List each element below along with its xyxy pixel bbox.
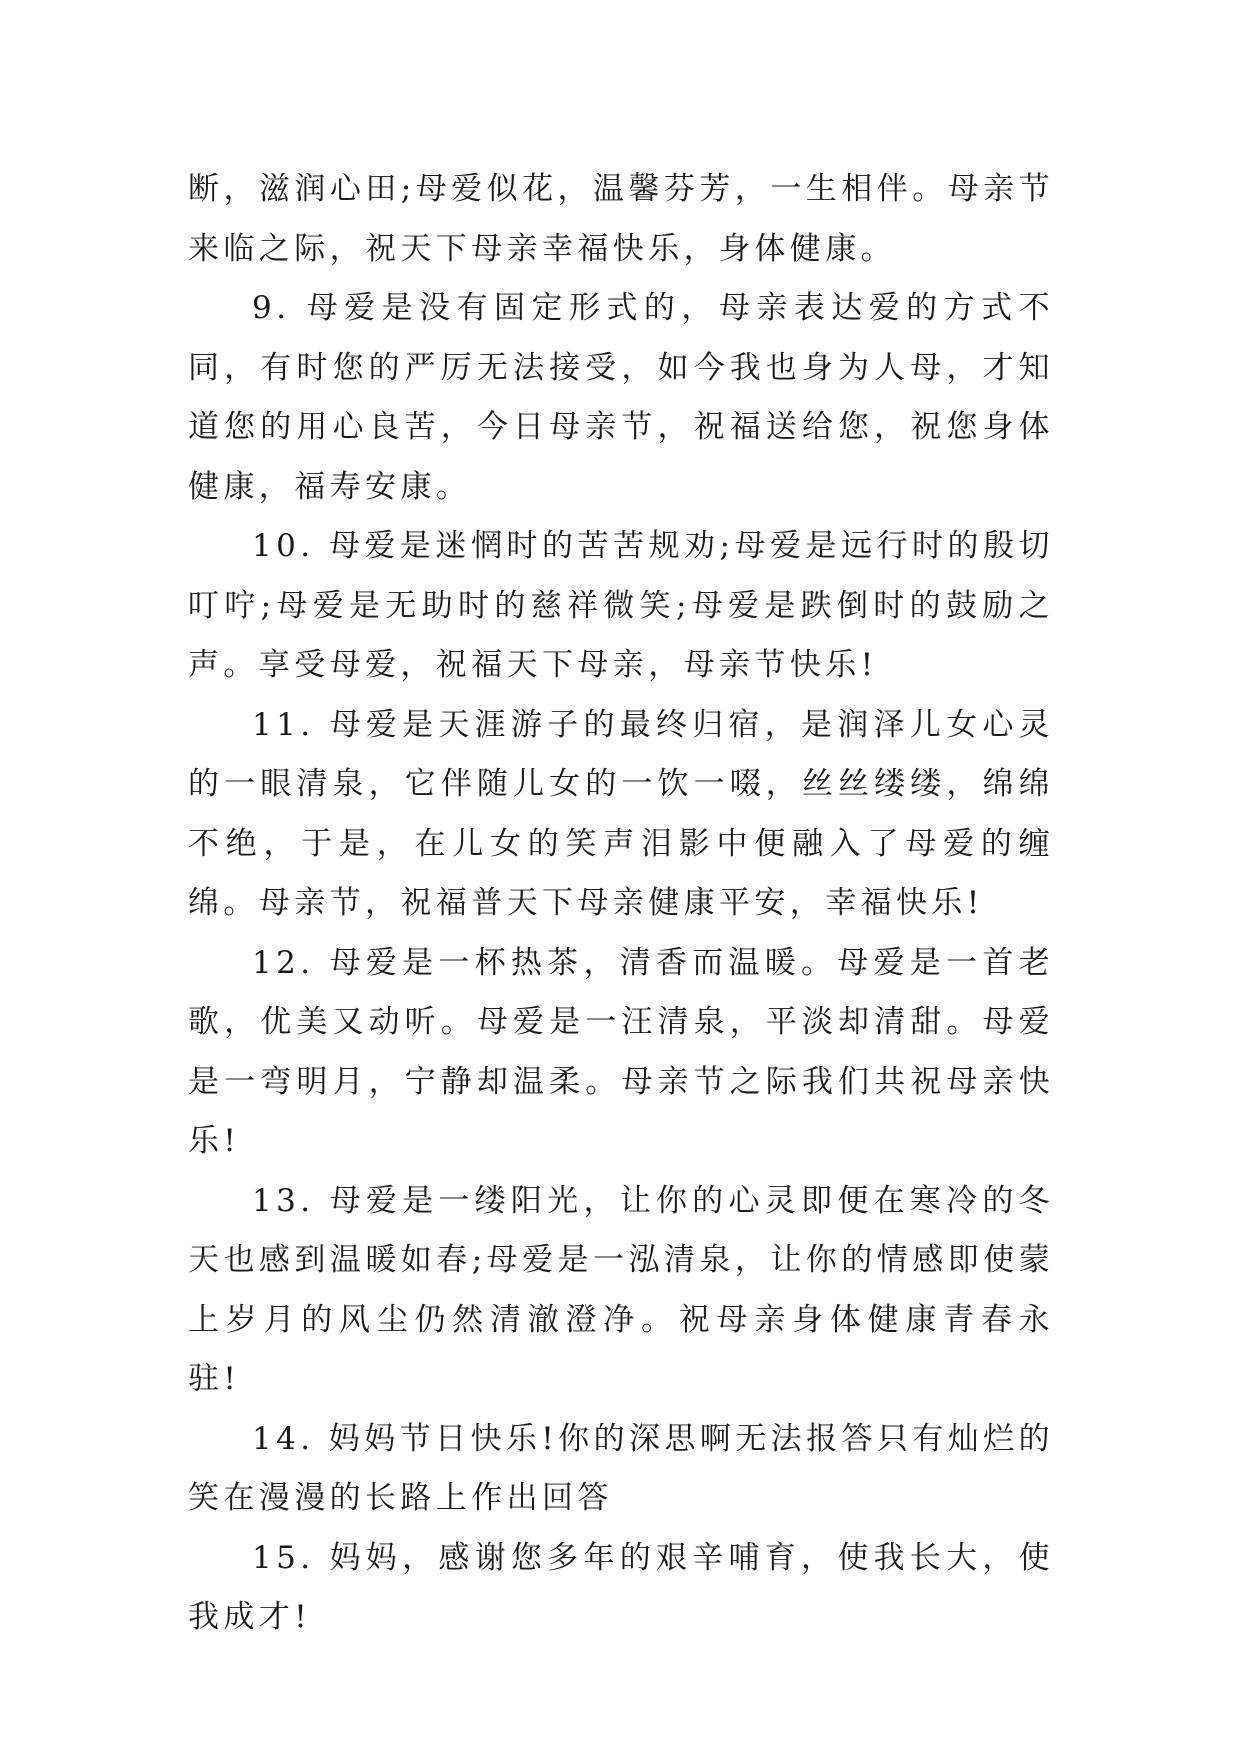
paragraph-item-14: 14. 妈妈节日快乐!你的深思啊无法报答只有灿烂的笑在漫漫的长路上作出回答 — [188, 1420, 1054, 1516]
paragraph-item-15: 15. 妈妈，感谢您多年的艰辛哺育，使我长大，使我成才! — [188, 1539, 1054, 1635]
paragraph-item-13: 13. 母爱是一缕阳光，让你的心灵即便在寒冷的冬天也感到温暖如春;母爱是一泓清泉，让你的情感即使蒙上岁月的风尘仍然清澈澄净。祝母亲身体健康青春永驻! — [188, 1182, 1054, 1397]
paragraph-item-9: 9. 母爱是没有固定形式的，母亲表达爱的方式不同，有时您的严厉无法接受，如今我也身为人母，才知道您的用心良苦，今日母亲节，祝福送给您，祝您身体健康，福寿安康。 — [188, 290, 1054, 505]
document-page — [188, 160, 1054, 1648]
paragraph-item-11: 11. 母爱是天涯游子的最终归宿，是润泽儿女心灵的一眼清泉，它伴随儿女的一饮一啜，丝丝缕缕，绵绵不绝，于是，在儿女的笑声泪影中便融入了母爱的缠绵。母亲节，祝福普天下母亲健康平安，幸福快乐! — [188, 706, 1054, 921]
paragraph-item-12: 12. 母爱是一杯热茶，清香而温暖。母爱是一首老歌，优美又动听。母爱是一汪清泉，平淡却清甜。母爱是一弯明月，宁静却温柔。母亲节之际我们共祝母亲快乐! — [188, 944, 1054, 1159]
paragraph-continuation: 断，滋润心田;母爱似花，温馨芬芳，一生相伴。母亲节来临之际，祝天下母亲幸福快乐，身体健康。 — [188, 171, 1054, 267]
paragraph-item-10: 10. 母爱是迷惘时的苦苦规劝;母爱是远行时的殷切叮咛;母爱是无助时的慈祥微笑;母爱是跌倒时的鼓励之声。享受母爱，祝福天下母亲，母亲节快乐! — [188, 528, 1054, 683]
